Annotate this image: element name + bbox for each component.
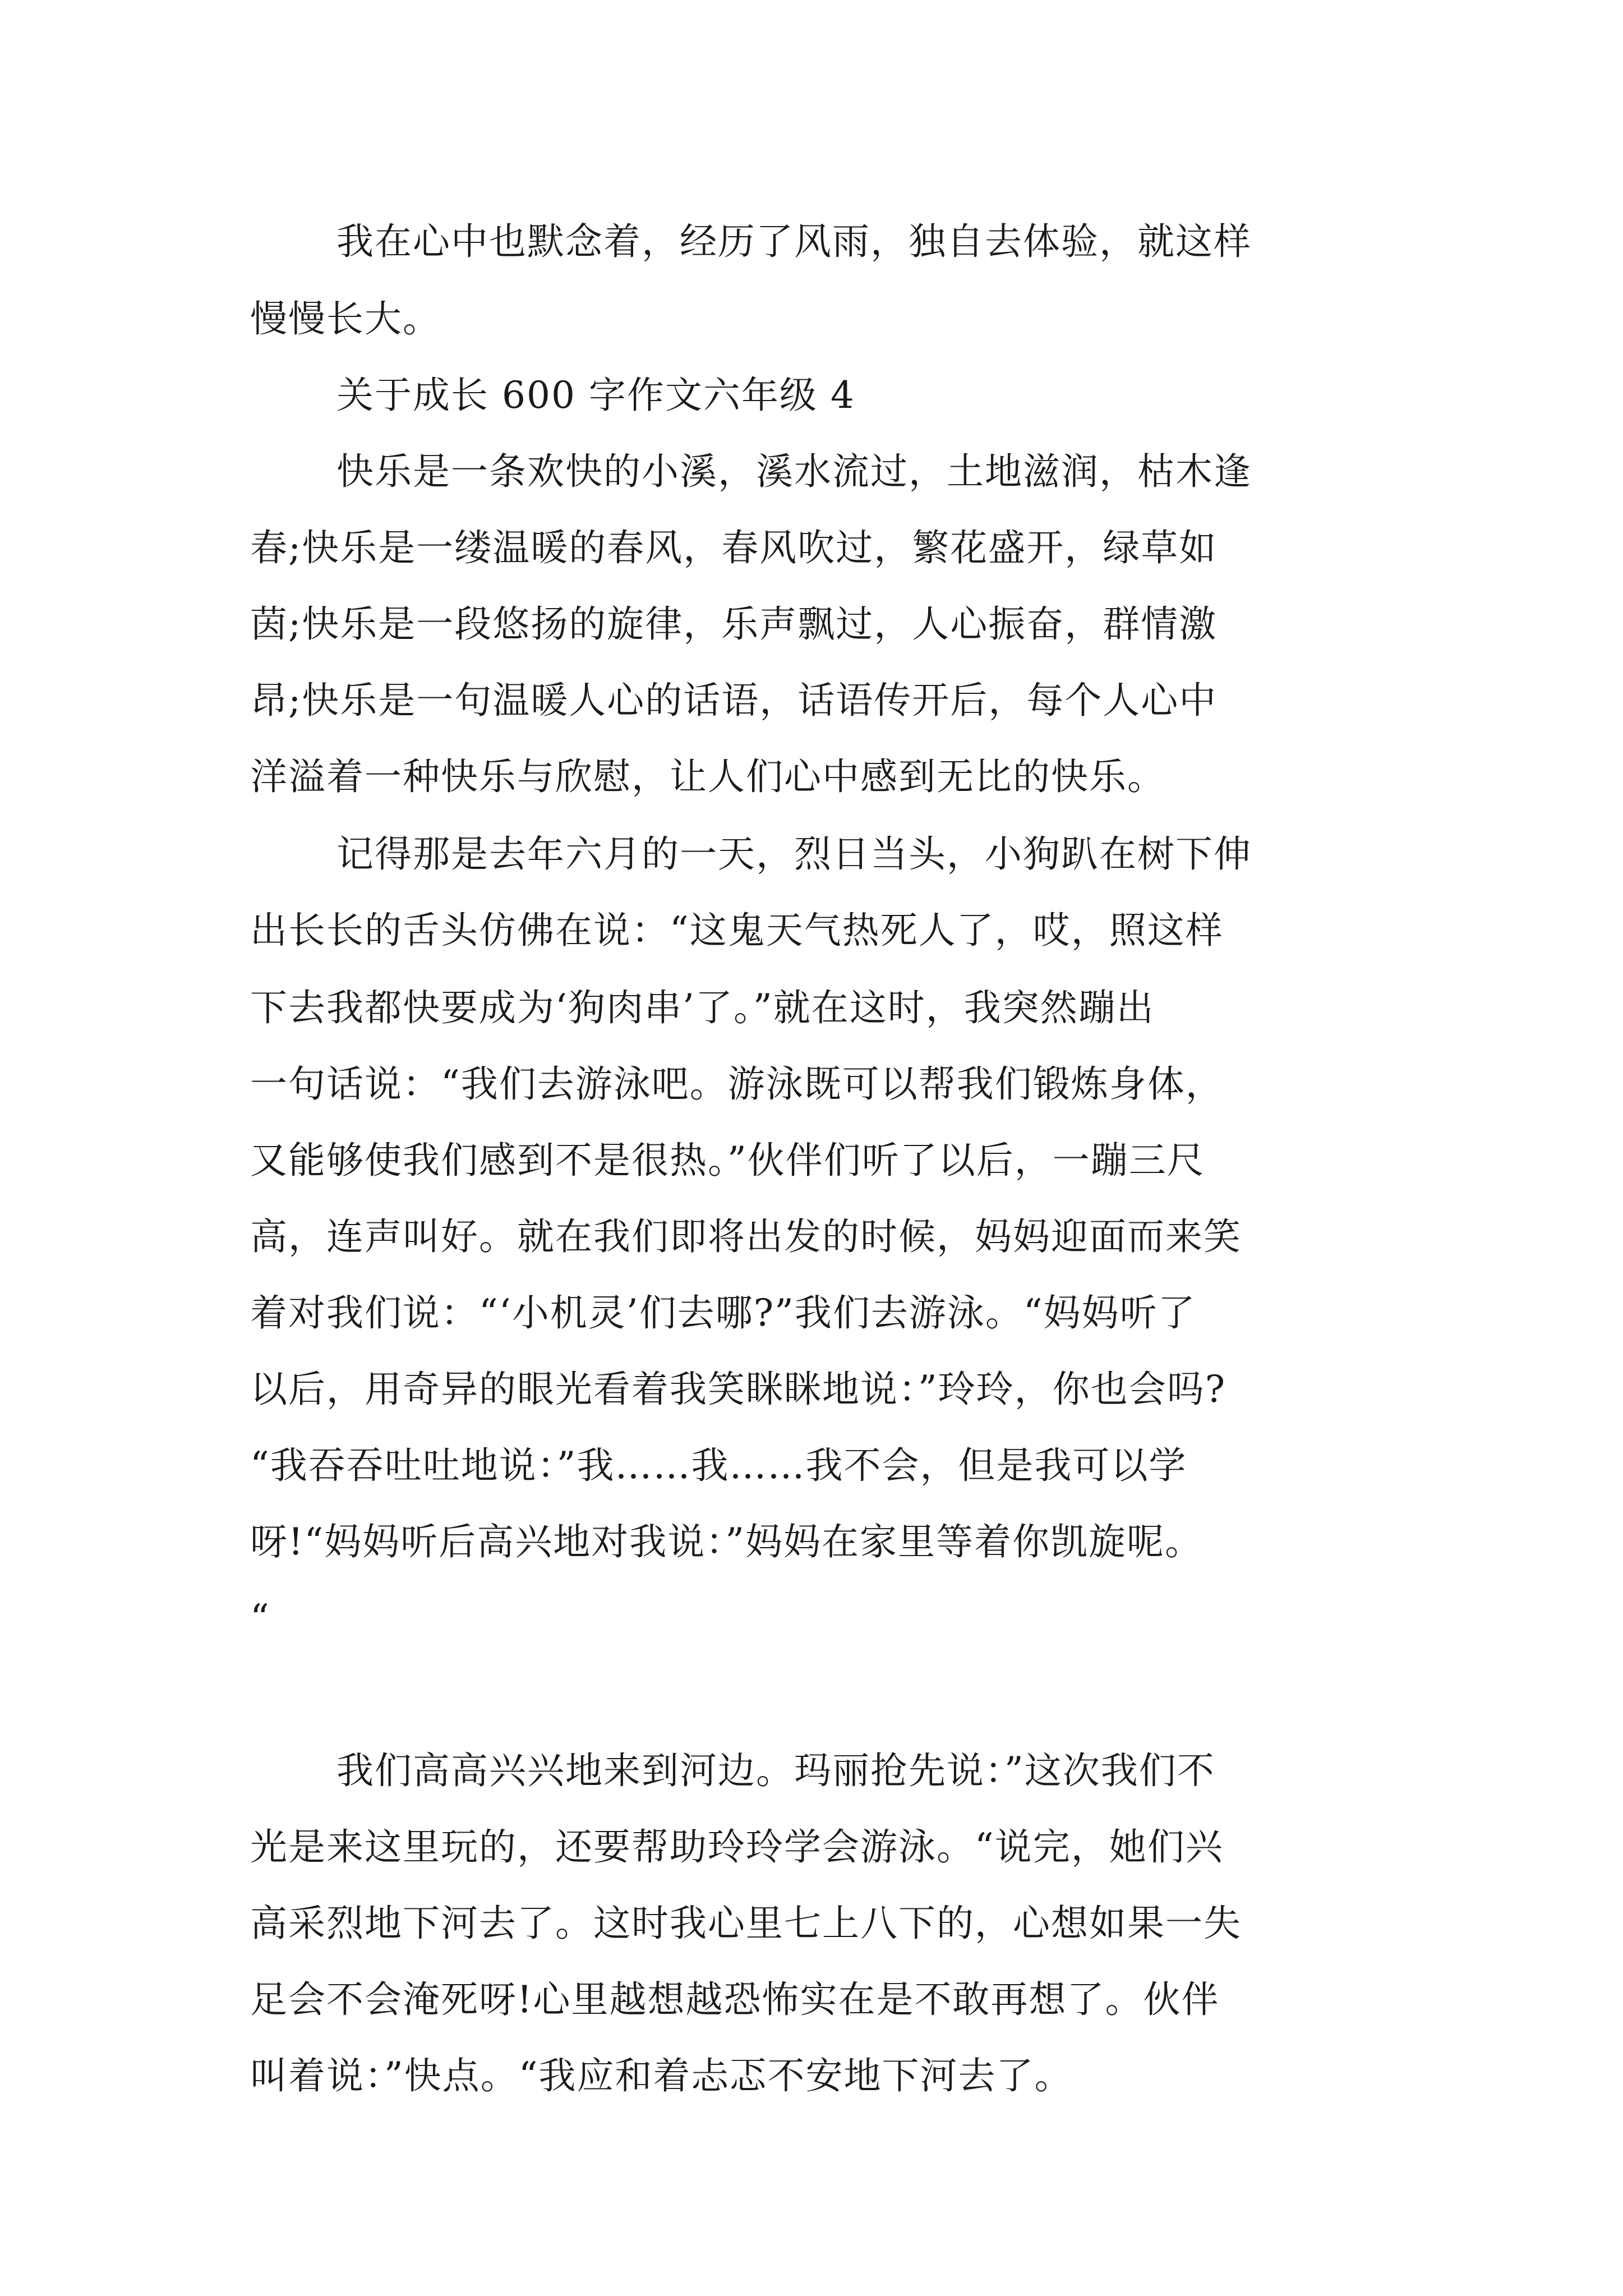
- essay-heading: 关于成长 600 字作文六年级 4: [336, 374, 855, 417]
- paragraph-2-line: 洋溢着一种快乐与欣慰，让人们心中感到无比的快乐。: [250, 755, 1165, 798]
- paragraph-2-line: 快乐是一条欢快的小溪，溪水流过，土地滋润，枯木逢: [336, 450, 1252, 493]
- paragraph-3-line: 呀!“妈妈听后高兴地对我说：”妈妈在家里等着你凯旋呢。: [250, 1520, 1204, 1563]
- paragraph-4-line: 光是来这里玩的，还要帮助玲玲学会游泳。“说完，她们兴: [250, 1825, 1224, 1869]
- paragraph-3-line: “: [250, 1596, 270, 1640]
- paragraph-3-line: 又能够使我们感到不是很热。”伙伴们听了以后，一蹦三尺: [250, 1139, 1205, 1182]
- paragraph-3-line: 以后，用奇异的眼光看着我笑眯眯地说：”玲玲，你也会吗?: [250, 1368, 1227, 1411]
- paragraph-3-line: 着对我们说：“‘小机灵’们去哪?”我们去游泳。“妈妈听了: [250, 1291, 1196, 1335]
- paragraph-3-line: 一句话说：“我们去游泳吧。游泳既可以帮我们锻炼身体，: [250, 1062, 1224, 1106]
- paragraph-3-line: 出长长的舌头仿佛在说：“这鬼天气热死人了，哎，照这样: [250, 909, 1224, 952]
- paragraph-3-line: 记得那是去年六月的一天，烈日当头，小狗趴在树下伸: [336, 832, 1252, 876]
- paragraph-4-line: 足会不会淹死呀!心里越想越恐怖实在是不敢再想了。伙伴: [250, 1978, 1220, 2021]
- paragraph-4-line: 我们高高兴兴地来到河边。玛丽抢先说：”这次我们不: [336, 1749, 1215, 1792]
- paragraph-1-line: 我在心中也默念着，经历了风雨，独自去体验，就这样: [336, 220, 1252, 263]
- paragraph-2-line: 茵;快乐是一段悠扬的旋律，乐声飘过，人心振奋，群情激: [250, 602, 1218, 646]
- paragraph-1-line: 慢慢长大。: [250, 297, 441, 341]
- paragraph-4-line: 叫着说：”快点。“我应和着忐忑不安地下河去了。: [250, 2054, 1073, 2097]
- paragraph-2-line: 昂;快乐是一句温暖人心的话语，话语传开后，每个人心中: [250, 679, 1218, 722]
- paragraph-2-line: 春;快乐是一缕温暖的春风，春风吹过，繁花盛开，绿草如: [250, 526, 1218, 569]
- paragraph-3-line: “我吞吞吐吐地说：”我……我……我不会，但是我可以学: [250, 1444, 1187, 1487]
- paragraph-3-line: 下去我都快要成为‘狗肉串’了。”就在这时，我突然蹦出: [250, 986, 1155, 1029]
- paragraph-4-line: 高采烈地下河去了。这时我心里七上八下的，心想如果一失: [250, 1902, 1242, 1945]
- paragraph-3-line: 高，连声叫好。就在我们即将出发的时候，妈妈迎面而来笑: [250, 1215, 1242, 1258]
